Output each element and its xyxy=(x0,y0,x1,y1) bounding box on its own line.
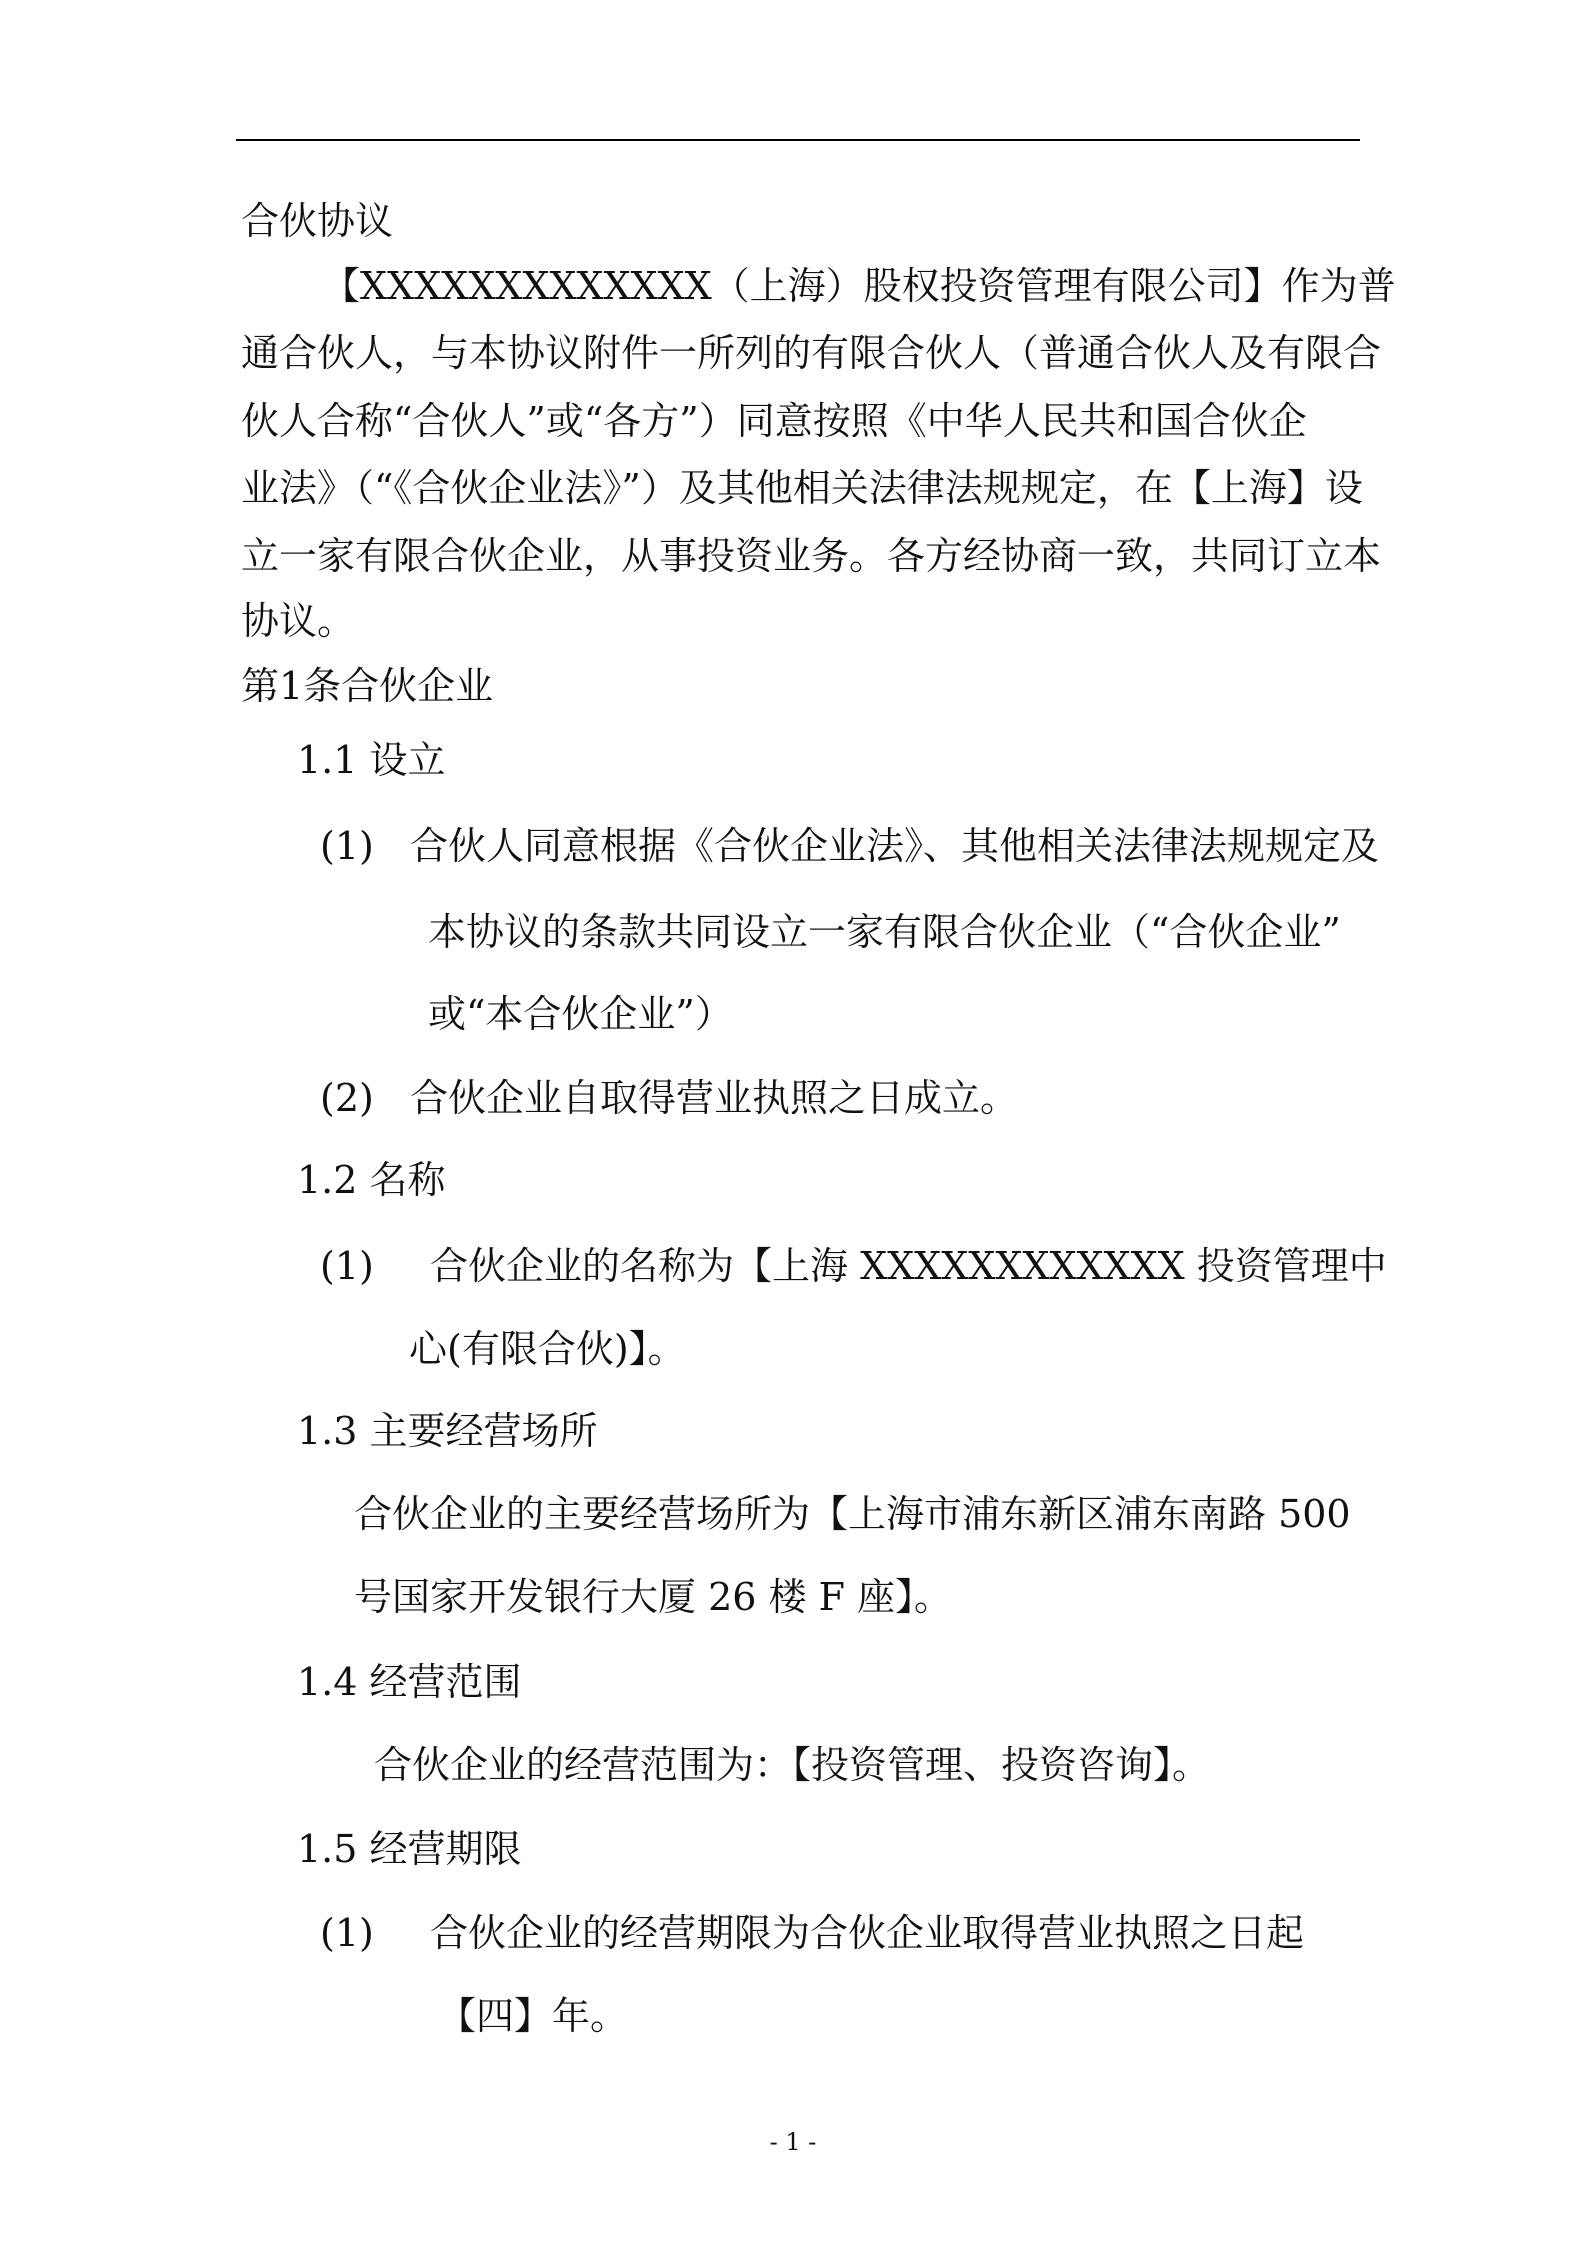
section-1-4-heading: 1.4 经营范围 xyxy=(297,1660,522,1704)
section-1-2-item-1-line-2: 心(有限合伙)】。 xyxy=(409,1327,686,1371)
header-rule xyxy=(236,139,1360,141)
section-1-1-item-1-number: (1) xyxy=(320,824,374,868)
section-1-3-heading: 1.3 主要经营场所 xyxy=(297,1409,598,1453)
section-1-5-item-1-number: (1) xyxy=(320,1911,374,1955)
section-1-1-item-1-line-1: 合伙人同意根据《合伙企业法》、其他相关法律法规规定及 xyxy=(410,824,1380,868)
section-1-1-item-2-text: 合伙企业自取得营业执照之日成立。 xyxy=(410,1076,1019,1120)
section-1-1-item-1-line-3: 或“本合伙企业”） xyxy=(428,992,733,1036)
section-1-2-item-1-number: (1) xyxy=(320,1244,374,1288)
section-1-2-heading: 1.2 名称 xyxy=(297,1158,446,1202)
section-1-1-item-2-number: (2) xyxy=(320,1076,374,1120)
preamble-line-2: 通合伙人，与本协议附件一所列的有限合伙人（普通合伙人及有限合 xyxy=(241,331,1382,375)
section-1-3-line-1: 合伙企业的主要经营场所为【上海市浦东新区浦东南路 500 xyxy=(354,1492,1351,1536)
preamble-line-3: 伙人合称“合伙人”或“各方”）同意按照《中华人民共和国合伙企 xyxy=(241,399,1307,443)
preamble-line-5: 立一家有限合伙企业，从事投资业务。各方经协商一致，共同订立本 xyxy=(241,534,1382,578)
section-1-2-item-1-line-1: 合伙企业的名称为【上海 XXXXXXXXXXXX 投资管理中 xyxy=(430,1244,1387,1288)
section-1-1-heading: 1.1 设立 xyxy=(297,738,446,782)
section-1-5-item-1-line-1: 合伙企业的经营期限为合伙企业取得营业执照之日起 xyxy=(430,1911,1305,1955)
section-1-1-item-1-line-2: 本协议的条款共同设立一家有限合伙企业（“合伙企业” xyxy=(428,910,1341,954)
preamble-line-6: 协议。 xyxy=(241,599,356,643)
document-title: 合伙协议 xyxy=(241,199,394,243)
section-1-5-heading: 1.5 经营期限 xyxy=(297,1827,522,1871)
article-1-heading: 第1条合伙企业 xyxy=(241,664,494,708)
preamble-line-4: 业法》（“《合伙企业法》”）及其他相关法律法规规定，在【上海】设 xyxy=(241,466,1363,510)
section-1-5-item-1-line-2: 【四】年。 xyxy=(438,1994,629,2038)
page-number: - 1 - xyxy=(769,2128,817,2156)
section-1-3-line-2: 号国家开发银行大厦 26 楼 F 座】。 xyxy=(354,1575,953,1619)
section-1-4-text: 合伙企业的经营范围为：【投资管理、投资咨询】。 xyxy=(374,1743,1211,1787)
preamble-line-1: 【XXXXXXXXXXXXX（上海）股权投资管理有限公司】作为普 xyxy=(322,264,1396,308)
